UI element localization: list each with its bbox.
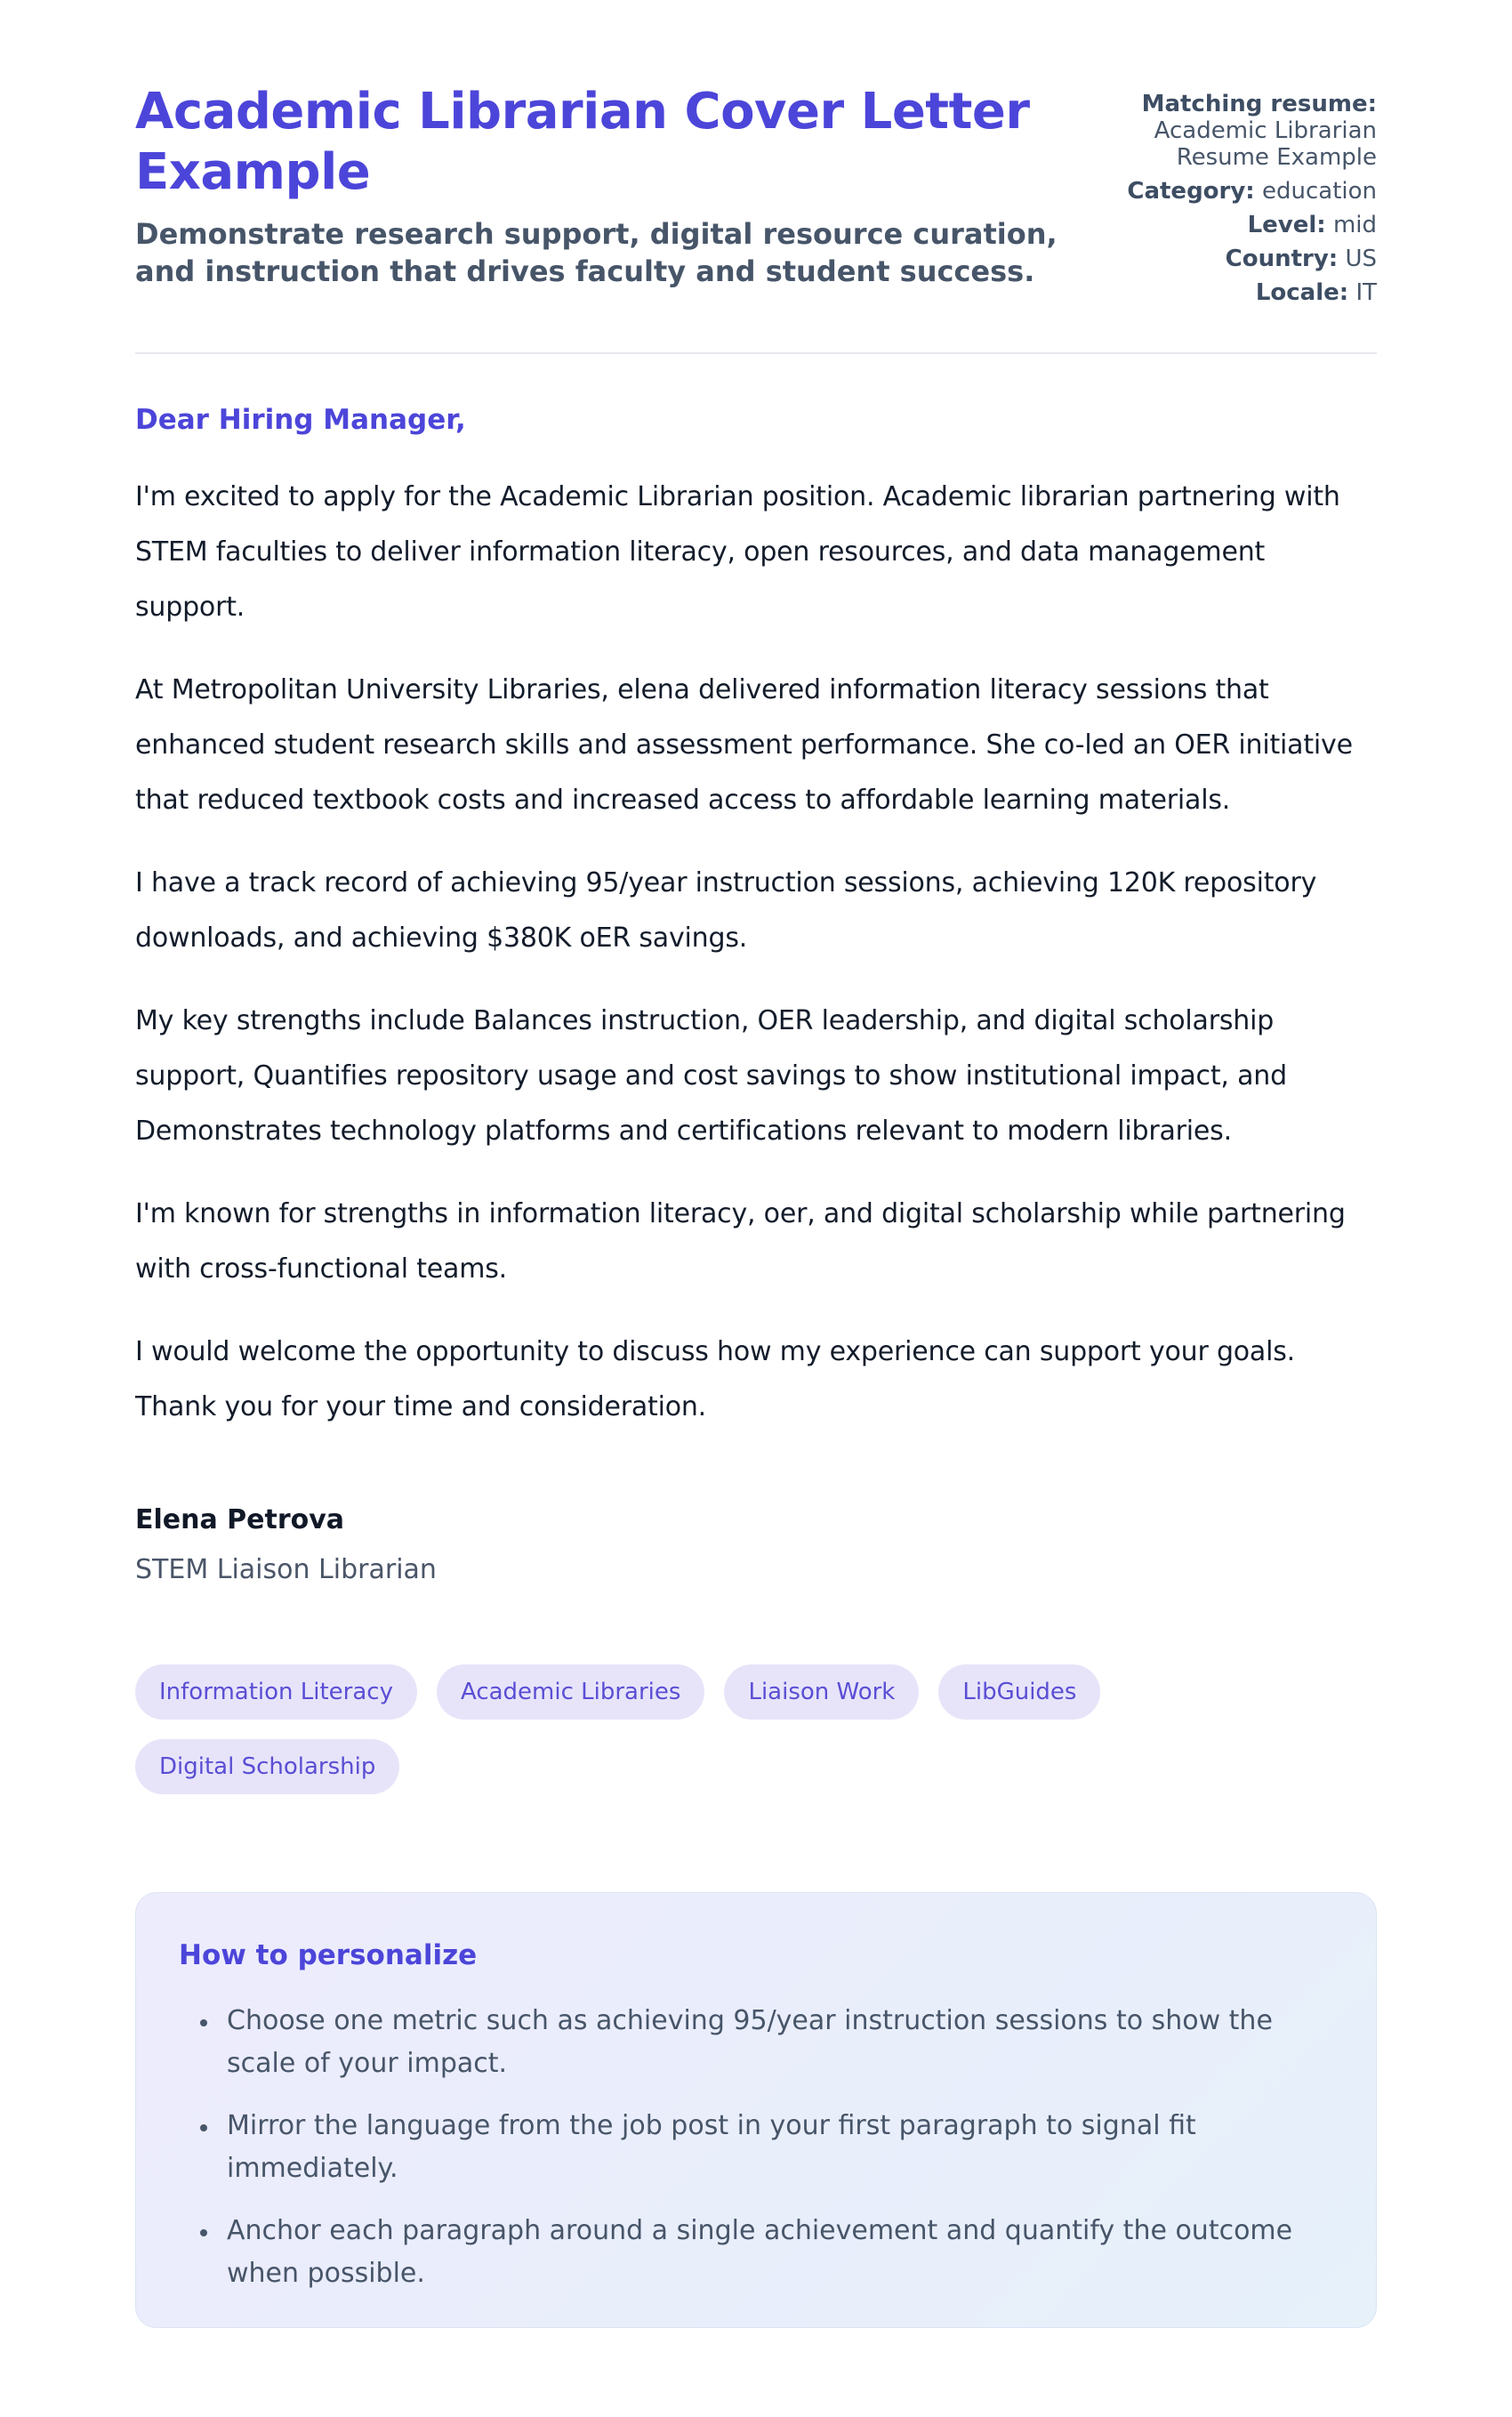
meta-row-locale (1090, 279, 1377, 306)
level-label: Level: (1247, 212, 1326, 238)
signature-title: STEM Liaison Librarian (135, 1554, 437, 1585)
letter-paragraph: I would welcome the opportunity to discuss how my experience can support your goals. Thank you for your time and consideration. (135, 1336, 1296, 1422)
tips-title: How to personalize (179, 1939, 478, 1971)
letter-paragraph: My key strengths include Balances instruction, OER leadership, and digital scholarship support, Quantifies repository usage and cost savings to show institutional impact, and Demonstrates technology platforms and certifications relevant to modern libraries. (135, 1005, 1287, 1147)
category-label: Category: (1127, 178, 1255, 205)
meta-block (1090, 91, 1377, 313)
header (135, 82, 1377, 313)
letter-paragraph: I have a track record of achieving 95/year instruction sessions, achieving 120K repository downloads, and achieving $380K oER savings. (135, 867, 1317, 954)
meta-row-country (1090, 246, 1377, 272)
locale-label: Locale: (1255, 279, 1349, 306)
tag-pill-liaison-work[interactable]: Liaison Work (724, 1664, 919, 1720)
header-text-block (135, 82, 1073, 290)
signature-name: Elena Petrova (135, 1504, 345, 1535)
meta-row-matching-resume (1090, 91, 1377, 171)
letter-paragraph: At Metropolitan University Libraries, elena delivered information literacy sessions that enhanced student research skills and assessment performance. She co-led an OER initiative that reduced textbook costs and increased access to affordable learning materials. (135, 674, 1353, 816)
tag-pill-libguides[interactable]: LibGuides (938, 1664, 1100, 1720)
page-subtitle: Demonstrate research support, digital resource curation, and instruction that drives faculty and student success. (135, 217, 1058, 288)
page-title: Academic Librarian Cover Letter Example (135, 83, 1030, 201)
letter-paragraph: I'm excited to apply for the Academic Librarian position. Academic librarian partnering with STEM faculties to deliver information literacy, open resources, and data management support. (135, 481, 1340, 623)
tips-card (135, 1892, 1377, 2328)
tip-item: • Anchor each paragraph around a single achievement and quantify the outcome when possible. (220, 2210, 1326, 2295)
meta-row-category (1090, 178, 1377, 205)
level-value: mid (1332, 212, 1377, 238)
category-value: education (1261, 178, 1377, 205)
letter-paragraph: I'm known for strengths in information literacy, oer, and digital scholarship while partnering with cross-functional teams. (135, 1198, 1346, 1285)
tip-item: • Choose one metric such as achieving 95/year instruction sessions to show the scale of your impact. (220, 2000, 1326, 2085)
country-label: Country: (1225, 246, 1339, 272)
matching-resume-value[interactable]: Academic Librarian Resume Example (1154, 117, 1377, 171)
header-divider (135, 352, 1377, 354)
letter-greeting: Dear Hiring Manager, (135, 404, 466, 436)
tags-row (135, 1664, 1377, 1794)
tag-pill-information-literacy[interactable]: Information Literacy (135, 1664, 417, 1720)
meta-row-level (1090, 212, 1377, 238)
country-value: US (1345, 246, 1377, 272)
matching-resume-label: Matching resume: (1141, 91, 1377, 117)
locale-value: IT (1355, 279, 1377, 306)
tip-item: • Mirror the language from the job post in your first paragraph to signal fit immediately. (220, 2105, 1326, 2190)
letter-body (135, 402, 1377, 1588)
tips-list (179, 2000, 1326, 2295)
tag-pill-academic-libraries[interactable]: Academic Libraries (437, 1664, 704, 1720)
tag-pill-digital-scholarship[interactable]: Digital Scholarship (135, 1739, 399, 1794)
